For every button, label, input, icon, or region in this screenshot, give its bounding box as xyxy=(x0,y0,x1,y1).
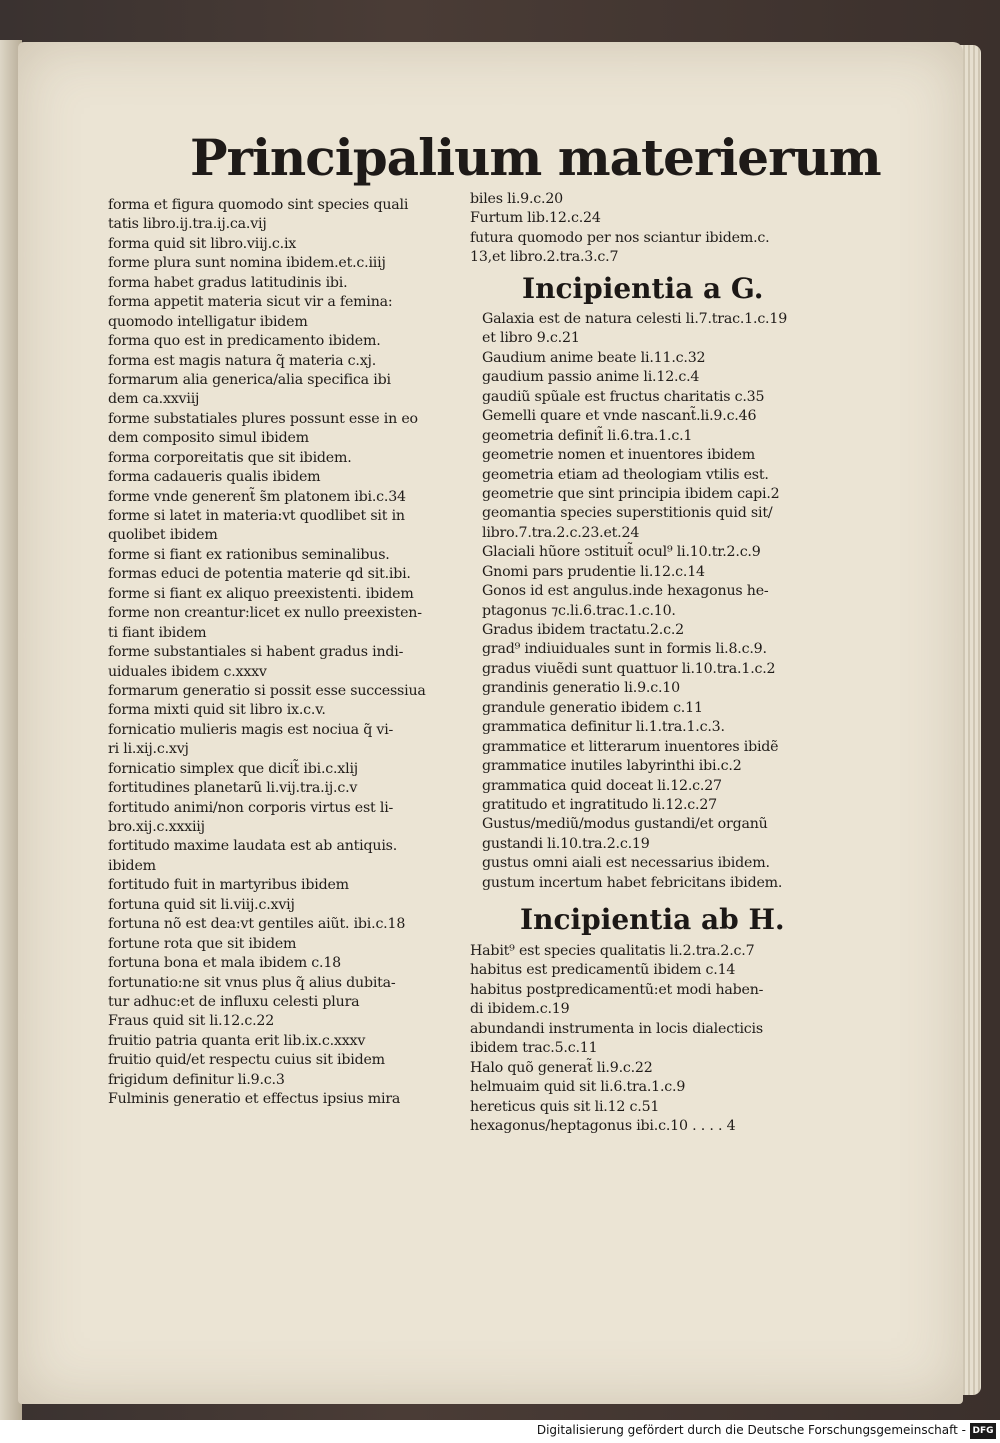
index-entry: grad⁹ indiuiduales sunt in formis li.8.c.9. xyxy=(482,641,767,658)
index-entry: uiduales ibidem c.xxxv xyxy=(108,663,267,680)
index-entry: fortune rota que sit ibidem xyxy=(108,935,297,952)
index-entry: gustum incertum habet febricitans ibidem. xyxy=(482,874,783,891)
index-entry: forme substatiales plures possunt esse in eo xyxy=(108,410,418,427)
index-entry: gaudiũ spũale est fructus charitatis c.35 xyxy=(482,388,765,405)
index-entry: forme substantiales si habent gradus indi- xyxy=(108,644,404,661)
index-entry: futura quomodo per nos sciantur ibidem.c. xyxy=(470,229,770,246)
index-entry: gradus viuẽdi sunt quattuor li.10.tra.1.c.2 xyxy=(482,660,776,677)
index-entry: Gonos id est angulus.inde hexagonus he- xyxy=(482,583,769,600)
index-entry: forme si fiant ex rationibus seminalibus. xyxy=(108,546,390,563)
index-entry: tatis libro.ij.tra.ij.ca.vij xyxy=(108,216,267,233)
index-entry: grandinis generatio li.9.c.10 xyxy=(482,680,680,697)
index-entry: fortitudo fuit in martyribus ibidem xyxy=(108,877,349,894)
index-entry: grandule generatio ibidem c.11 xyxy=(482,699,703,716)
index-entry: formarum generatio si possit esse successiua xyxy=(108,682,426,699)
index-entry: Gustus/mediũ/modus gustandi/et organũ xyxy=(482,816,768,833)
index-entry: 13,et libro.2.tra.3.c.7 xyxy=(470,249,619,266)
right-column-top xyxy=(470,190,830,268)
index-entry: forma est magis natura q̃ materia c.xj. xyxy=(108,352,377,369)
index-entry: Gradus ibidem tractatu.2.c.2 xyxy=(482,622,684,638)
index-entry: quolibet ibidem xyxy=(108,527,218,544)
index-entry: forma corporeitatis que sit ibidem. xyxy=(108,449,352,466)
index-entry: dem ca.xxviij xyxy=(108,391,200,408)
index-entry: fortuna nõ est dea:vt gentiles aiũt. ibi.c.18 xyxy=(108,916,406,933)
index-entry: fortunatio:ne sit vnus plus q̃ alius dubita- xyxy=(108,974,396,991)
index-entry: forma quo est in predicamento ibidem. xyxy=(108,333,381,350)
index-entry: forme si latet in materia:vt quodlibet sit in xyxy=(108,508,405,524)
index-entry: gaudium passio anime li.12.c.4 xyxy=(482,369,700,386)
footer-bar xyxy=(0,1420,1000,1443)
index-entry: et libro 9.c.21 xyxy=(482,330,580,347)
index-entry: fortuna bona et mala ibidem c.18 xyxy=(108,955,341,972)
index-entry: grammatica quid doceat li.12.c.27 xyxy=(482,777,722,794)
left-column xyxy=(108,196,468,1110)
index-entry: forma cadaueris qualis ibidem xyxy=(108,469,321,486)
index-entry: fortitudo animi/non corporis virtus est li- xyxy=(108,799,394,816)
index-entry: formas educi de potentia materie qd sit.ibi. xyxy=(108,566,411,583)
index-entry: ti fiant ibidem xyxy=(108,624,207,641)
index-entry: Furtum lib.12.c.24 xyxy=(470,210,601,227)
index-entry: forme vnde generent̃ s̃m platonem ibi.c.34 xyxy=(108,488,406,505)
index-entry: grammatica definitur li.1.tra.1.c.3. xyxy=(482,719,725,736)
index-entry: grammatice inutiles labyrinthi ibi.c.2 xyxy=(482,758,742,775)
index-entry: di ibidem.c.19 xyxy=(470,1001,570,1018)
index-entry: frigidum definitur li.9.c.3 xyxy=(108,1071,285,1088)
index-entry: fortitudo maxime laudata est ab antiquis. xyxy=(108,838,398,855)
section-heading-g: Incipientia a G. xyxy=(522,272,764,305)
index-entry: forma appetit materia sicut vir a femina: xyxy=(108,294,393,311)
index-entry: Fraus quid sit li.12.c.22 xyxy=(108,1013,275,1030)
index-entry: helmuaim quid sit li.6.tra.1.c.9 xyxy=(470,1079,686,1096)
index-entry: fortitudines planetarũ li.vij.tra.ij.c.v xyxy=(108,780,358,797)
index-entry: habitus est predicamentũ ibidem c.14 xyxy=(470,962,736,979)
index-entry: libro.7.tra.2.c.23.et.24 xyxy=(482,524,640,541)
index-entry: Gaudium anime beate li.11.c.32 xyxy=(482,349,706,366)
index-entry: dem composito simul ibidem xyxy=(108,430,309,447)
dfg-logo: DFG xyxy=(970,1423,996,1439)
index-entry: hexagonus/heptagonus ibi.c.10 . . . . 4 xyxy=(470,1117,736,1134)
section-heading-h: Incipientia ab H. xyxy=(520,903,785,936)
index-entry: abundandi instrumenta in locis dialecticis xyxy=(470,1020,763,1037)
index-entry: hereticus quis sit li.12 c.51 xyxy=(470,1098,660,1115)
right-column-h xyxy=(470,942,830,1136)
index-entry: gratitudo et ingratitudo li.12.c.27 xyxy=(482,796,718,813)
index-entry: Gemelli quare et vnde nascant̃.li.9.c.46 xyxy=(482,408,757,425)
index-entry: forma et figura quomodo sint species quali xyxy=(108,197,409,213)
index-entry: geometria etiam ad theologiam vtilis est. xyxy=(482,466,769,483)
index-entry: ibidem trac.5.c.11 xyxy=(470,1040,598,1057)
index-entry: quomodo intelligatur ibidem xyxy=(108,313,308,330)
index-entry: gustandi li.10.tra.2.c.19 xyxy=(482,835,650,852)
index-entry: fruitio patria quanta erit lib.ix.c.xxxv xyxy=(108,1032,366,1049)
right-column-g xyxy=(482,310,842,893)
index-entry: fornicatio simplex que dicit̃ ibi.c.xlij xyxy=(108,760,358,777)
index-entry: Glaciali hũore ↄstituit̃ ocul⁹ li.10.tr.2.c.9 xyxy=(482,544,761,561)
index-entry: ri li.xij.c.xvj xyxy=(108,741,189,758)
index-entry: Gnomi pars prudentie li.12.c.14 xyxy=(482,563,705,580)
page-header: Principalium materierum xyxy=(190,128,881,187)
index-entry: forme plura sunt nomina ibidem.et.c.iiij xyxy=(108,255,386,272)
index-entry: biles li.9.c.20 xyxy=(470,191,563,207)
index-entry: tur adhuc:et de influxu celesti plura xyxy=(108,993,360,1010)
index-entry: geomantia species superstitionis quid sit/ xyxy=(482,505,773,522)
index-entry: formarum alia generica/alia specifica ibi xyxy=(108,371,391,388)
index-entry: fruitio quid/et respectu cuius sit ibidem xyxy=(108,1052,385,1069)
index-entry: forma mixti quid sit libro ix.c.v. xyxy=(108,702,326,719)
index-entry: Fulminis generatio et effectus ipsius mira xyxy=(108,1091,401,1108)
index-entry: forma quid sit libro.viij.c.ix xyxy=(108,235,297,252)
index-entry: forme non creantur:licet ex nullo preexisten- xyxy=(108,605,422,622)
index-entry: geometrie que sint principia ibidem capi.2 xyxy=(482,485,780,502)
index-entry: ptagonus ⁊c.li.6.trac.1.c.10. xyxy=(482,602,676,619)
index-entry: forme si fiant ex aliquo preexistenti. ibidem xyxy=(108,585,414,602)
index-entry: forma habet gradus latitudinis ibi. xyxy=(108,274,348,291)
index-entry: fornicatio mulieris magis est nociua q̃ vi- xyxy=(108,721,394,738)
index-entry: habitus postpredicamentũ:et modi haben- xyxy=(470,981,764,998)
index-entry: fortuna quid sit li.viij.c.xvij xyxy=(108,896,295,913)
index-entry: gustus omni aiali est necessarius ibidem. xyxy=(482,855,770,872)
index-entry: Habit⁹ est species qualitatis li.2.tra.2.c.7 xyxy=(470,943,755,959)
index-entry: grammatice et litterarum inuentores ibidẽ xyxy=(482,738,779,755)
index-entry: ibidem xyxy=(108,857,156,874)
index-entry: bro.xij.c.xxxiij xyxy=(108,819,205,835)
footer-credit: Digitalisierung gefördert durch die Deutsche Forschungsgemeinschaft - xyxy=(536,1423,966,1437)
index-entry: Halo quõ generat̃ li.9.c.22 xyxy=(470,1059,653,1076)
index-entry: geometria definit̃ li.6.tra.1.c.1 xyxy=(482,427,693,444)
index-entry: geometrie nomen et inuentores ibidem xyxy=(482,447,756,464)
index-entry: Galaxia est de natura celesti li.7.trac.1.c.19 xyxy=(482,311,788,327)
